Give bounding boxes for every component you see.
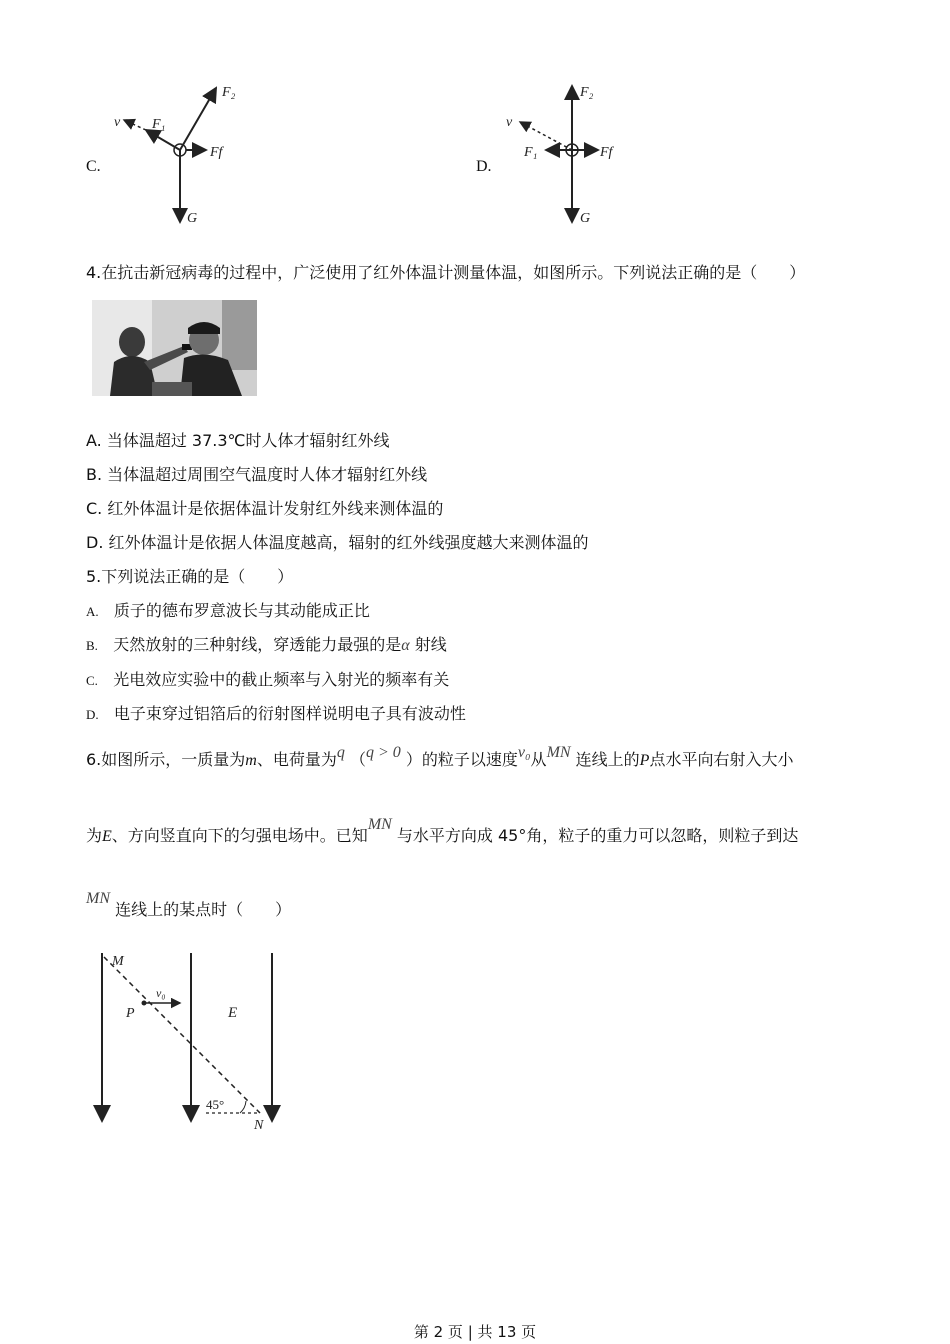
q4-option-c: C. 红外体温计是依据体温计发射红外线来测体温的	[86, 499, 444, 518]
alpha-symbol: α	[401, 637, 410, 654]
v-label: v	[114, 115, 121, 130]
q4-option-d: D. 红外体温计是依据人体温度越高，辐射的红外线强度越大来测体温的	[86, 533, 589, 552]
g-label: G	[580, 211, 591, 226]
q4-option-b: B. 当体温超过周围空气温度时人体才辐射红外线	[86, 465, 428, 484]
q5-option-c: C. 光电效应实验中的截止频率与入射光的频率有关	[86, 670, 450, 689]
ff-label: Ff	[600, 145, 613, 160]
angle-arc	[240, 1101, 246, 1113]
option-d-label: D.	[476, 158, 492, 175]
label-p: P	[126, 1006, 135, 1021]
q5-option-b: B. 天然放射的三种射线，穿透能力最强的是α 射线	[86, 635, 447, 654]
f2-arrow	[180, 88, 216, 150]
velocity-arrow	[124, 120, 146, 130]
f2-label: F₂	[222, 85, 236, 100]
f2-label: F₂	[580, 85, 594, 100]
q5-option-a: A. 质子的德布罗意波长与其动能成正比	[86, 601, 370, 620]
q5-option-d: D. 电子束穿过铝箔后的衍射图样说明电子具有波动性	[86, 704, 466, 723]
q4-stem: 4.在抗击新冠病毒的过程中，广泛使用了红外体温计测量体温，如图所示。下列说法正确的是（ ）	[86, 263, 806, 282]
v-label: v	[506, 115, 513, 130]
label-v0: v₀	[156, 986, 166, 1000]
thermometer-photo	[92, 300, 257, 396]
q4-option-a: A. 当体温超过 37.3℃时人体才辐射红外线	[86, 431, 390, 450]
g-label: G	[187, 211, 198, 226]
page-footer: 第 2 页 | 共 13 页	[413, 1323, 537, 1341]
q6-line-3: MN 连线上的某点时（ ）	[86, 890, 292, 919]
label-e: E	[228, 1005, 238, 1021]
ff-label: Ff	[210, 145, 223, 160]
q5-stem: 5.下列说法正确的是（ ）	[86, 567, 294, 586]
label-m: M	[112, 954, 124, 969]
label-angle: 45°	[206, 1097, 225, 1112]
f1-arrow	[146, 130, 180, 150]
f1-label: F₁	[152, 117, 166, 132]
q6-line-2: 为E、方向竖直向下的匀强电场中。已知MN 与水平方向成 45°角，粒子的重力可以忽略，则粒子到达	[86, 816, 799, 845]
q6-line-1: 6.如图所示，一质量为m、电荷量为q （q > 0 ）的粒子以速度v₀从MN 连线上的P点水平向右射入大小	[86, 744, 794, 769]
f1-label: F₁	[524, 145, 538, 160]
label-n: N	[254, 1118, 264, 1133]
force-diagram-c	[100, 80, 260, 230]
electric-field-diagram	[90, 945, 290, 1135]
mn-dashed-line	[104, 957, 260, 1113]
option-c-label: C.	[86, 158, 101, 175]
force-diagram-d	[500, 80, 640, 230]
